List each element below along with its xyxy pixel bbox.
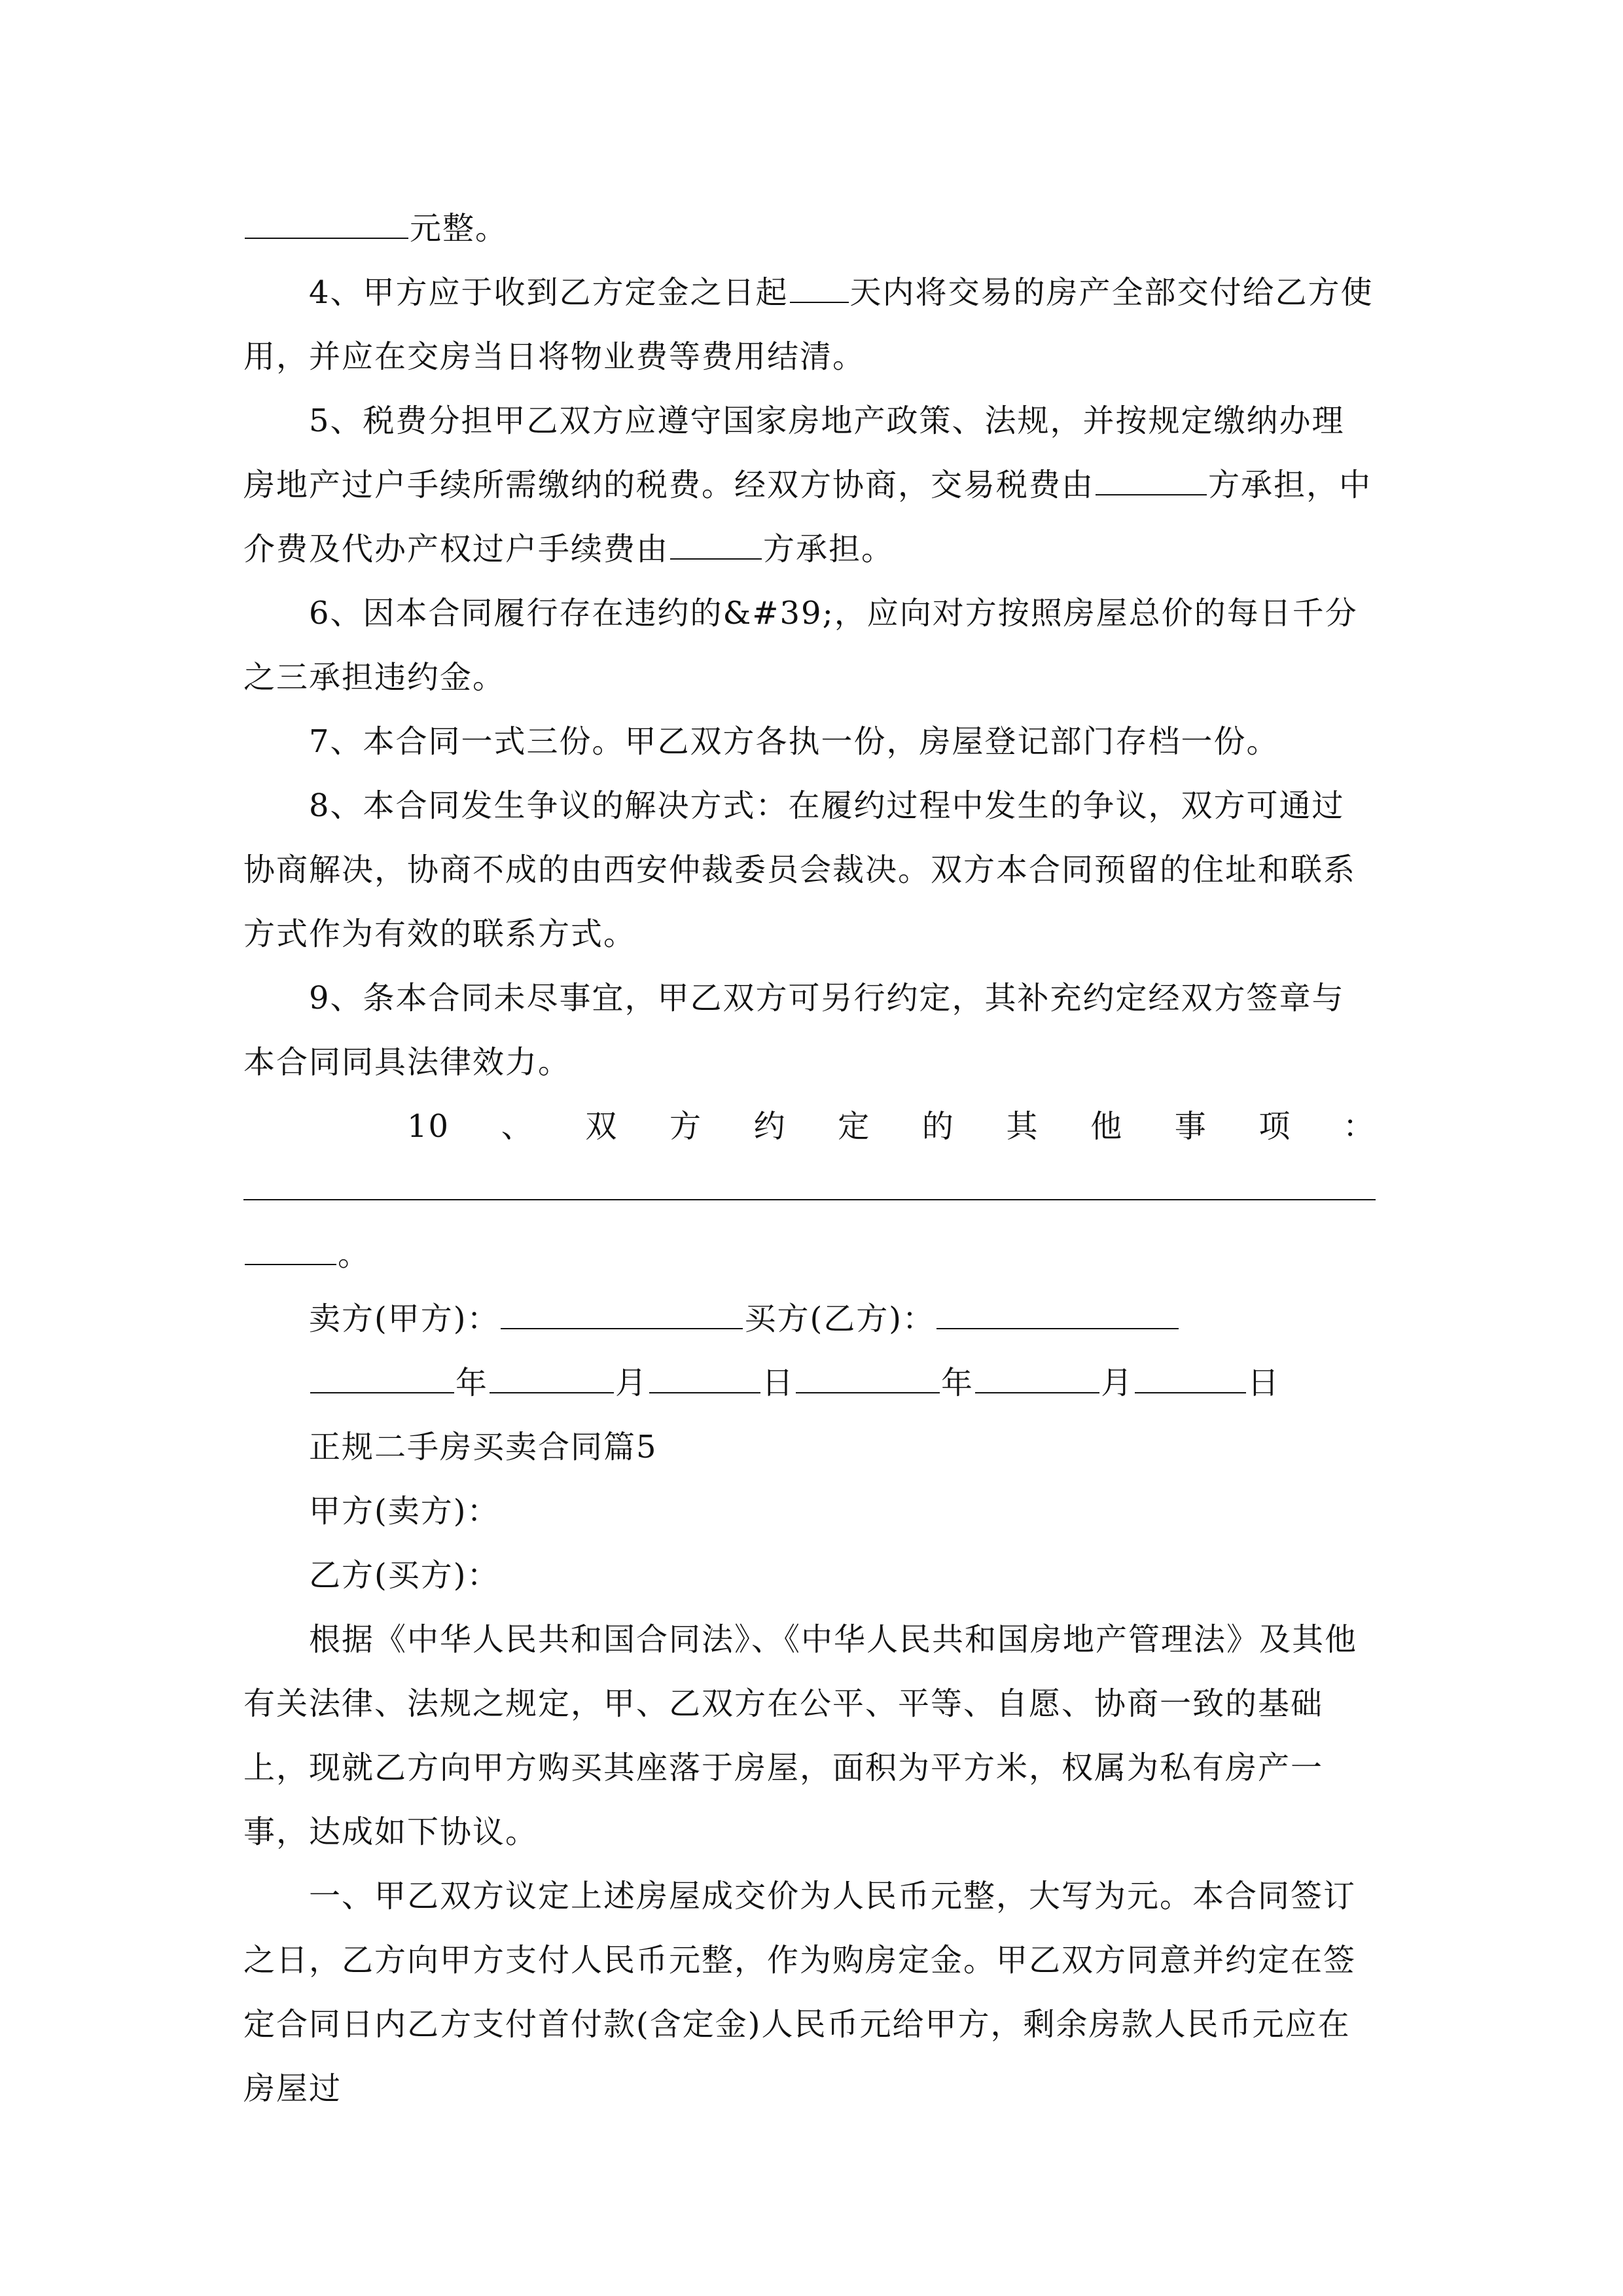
clause-10-char: 的 [921,1108,955,1145]
clause-8: 8、本合同发生争议的解决方式：在履约过程中发生的争议，双方可通过协商解决，协商不成的由西安仲裁委员会裁决。双方本合同预留的住址和联系方式作为有效的联系方式。 [243,787,1357,952]
clause-5 [243,389,1376,581]
clause-5-part-b: 方承担，中介费及代办产权过户手续费由 [243,467,1372,567]
section-title: 正规二手房买卖合同篇5 [309,1429,658,1465]
blank-full-line [243,1158,1376,1223]
clause-5-part-a: 5、税费分担甲乙双方应遵守国家房地产政策、法规，并按规定缴纳办理房地产过户手续所需缴纳的税费。经双方协商，交易税费由 [243,403,1345,503]
clause-10-heading [243,1094,1376,1158]
amount-suffix: 元整。 [410,210,508,247]
year-label: 年 [455,1365,489,1401]
clause-10-end [243,1223,1376,1287]
clause-1: 一、甲乙双方议定上述房屋成交价为人民币元整，大写为元。本合同签订之日，乙方向甲方支付人民币元整，作为购房定金。甲乙双方同意并约定在签定合同日内乙方支付首付款(含定金)人民币元给甲方，剩余房款人民币元应在房屋过 [243,1878,1357,2107]
clause-10-end-mark: 。 [338,1236,371,1273]
date-line [243,1351,1376,1415]
blank-fee-party [670,520,762,560]
clause-4 [243,260,1376,389]
clause-10-char: 他 [1090,1108,1124,1145]
blank-tax-party [1096,456,1207,495]
clause-10-char: 约 [753,1108,787,1145]
blank-year-2 [796,1354,940,1393]
seller-signature-blank [501,1290,743,1329]
clause-10-char: 双 [585,1108,618,1145]
signature-line [243,1287,1376,1351]
clause-10-char: ： [1342,1108,1376,1145]
clause-10-char: 其 [1006,1108,1039,1145]
year-label: 年 [941,1365,974,1401]
clause-10-char: 事 [1174,1108,1207,1145]
blank-short [245,1226,336,1265]
blank-days [790,264,849,303]
day-label: 日 [1247,1365,1281,1401]
clause-9: 9、条本合同未尽事宜，甲乙双方可另行约定，其补充约定经双方签章与本合同同具法律效力。 [243,980,1345,1081]
clause-5-part-c: 方承担。 [763,531,895,567]
blank-month-2 [975,1354,1099,1393]
party-a-label: 甲方(卖方)： [309,1493,500,1530]
clause-4-part-a: 4、甲方应于收到乙方定金之日起 [309,274,789,311]
blank-day-2 [1135,1354,1246,1393]
contract-body [243,196,1376,2121]
buyer-signature-blank [936,1290,1179,1329]
clause-10-char: 10 [407,1108,450,1145]
clause-10-char: 项 [1258,1108,1292,1145]
month-label: 月 [615,1365,649,1401]
clause-10-char: 定 [838,1108,871,1145]
clause-7: 7、本合同一式三份。甲乙双方各执一份，房屋登记部门存档一份。 [309,723,1279,760]
amount-line [243,196,1376,260]
day-label: 日 [762,1365,795,1401]
underline-rule [243,1199,1376,1200]
clause-6: 6、因本合同履行存在违约的&#39;，应向对方按照房屋总价的每日千分之三承担违约金。 [243,595,1358,696]
seller-label: 卖方(甲方)： [309,1300,500,1337]
clause-10-char: 方 [669,1108,702,1145]
buyer-label: 买方(乙方)： [744,1300,935,1337]
party-b-label: 乙方(买方)： [309,1557,500,1594]
blank-month-1 [490,1354,614,1393]
preamble: 根据《中华人民共和国合同法》、《中华人民共和国房地产管理法》及其他有关法律、法规之规定，甲、乙双方在公平、平等、自愿、协商一致的基础上，现就乙方向甲方购买其座落于房屋，面积为平方米，权属为私有房产一事，达成如下协议。 [243,1621,1358,1850]
blank-day-1 [649,1354,760,1393]
blank-amount [245,200,408,239]
blank-year-1 [310,1354,454,1393]
month-label: 月 [1101,1365,1134,1401]
clause-10-char: 、 [501,1108,534,1145]
clause-4-part-b: 天内将交易的房产全部交付给乙方使用，并应在交房当日将物业费等费用结清。 [243,274,1374,375]
